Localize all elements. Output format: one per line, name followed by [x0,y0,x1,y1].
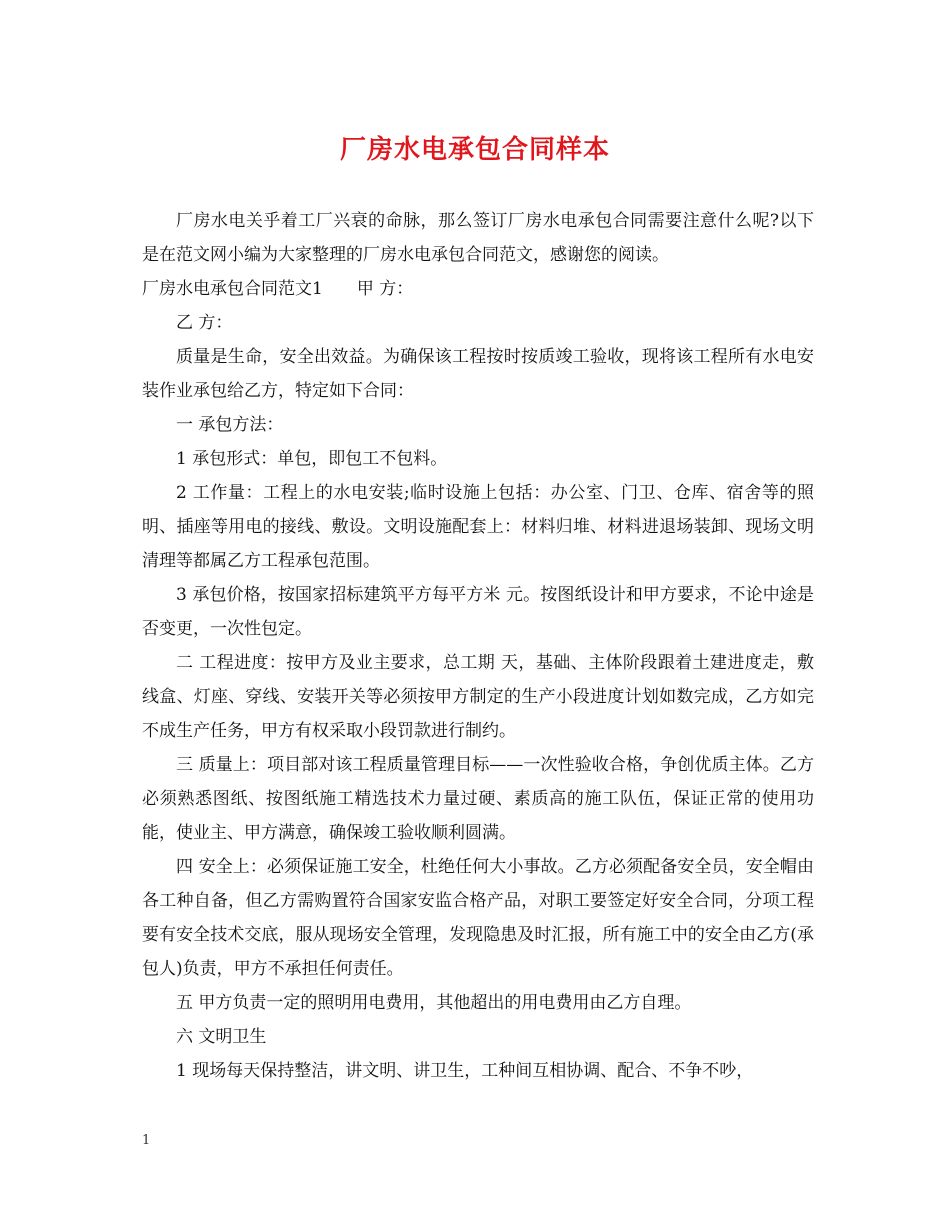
document-body [142,204,814,1088]
paragraph: 四 安全上：必须保证施工安全，杜绝任何大小事故。乙方必须配备安全员，安全帽由各工种自备，但乙方需购置符合国家安监合格产品，对职工要签定好安全合同，分项工程要有安全技术交底，服从现场安全管理，发现隐患及时汇报，所有施工中的安全由乙方(承包人)负责，甲方不承担任何责任。 [142,857,814,979]
paragraph: 乙 方： [176,313,233,333]
page-number: 1 [142,1133,151,1148]
paragraph: 2 工作量：工程上的水电安装;临时设施上包括：办公室、门卫、仓库、宿舍等的照明、插座等用电的接线、敷设。文明设施配套上：材料归堆、材料进退场装卸、现场文明清理等都属乙方工程承包范围。 [142,483,814,571]
paragraph: 厂房水电承包合同范文1 甲 方： [142,279,414,299]
paragraph: 六 文明卫生 [176,1027,267,1047]
paragraph: 1 现场每天保持整洁，讲文明、讲卫生，工种间互相协调、配合、不争不吵， [176,1061,754,1081]
paragraph: 五 甲方负责一定的照明用电费用，其他超出的用电费用由乙方自理。 [176,993,692,1013]
paragraph: 厂房水电关乎着工厂兴衰的命脉，那么签订厂房水电承包合同需要注意什么呢?以下是在范文网小编为大家整理的厂房水电承包合同范文，感谢您的阅读。 [142,211,814,265]
paragraph: 3 承包价格，按国家招标建筑平方每平方米 元。按图纸设计和甲方要求，不论中途是否变更，一次性包定。 [142,585,814,639]
paragraph: 三 质量上：项目部对该工程质量管理目标——一次性验收合格，争创优质主体。乙方必须熟悉图纸、按图纸施工精选技术力量过硬、素质高的施工队伍，保证正常的使用功能，使业主、甲方满意，确保竣工验收顺利圆满。 [142,755,814,843]
document-title: 厂房水电承包合同样本 [339,135,610,165]
paragraph: 二 工程进度：按甲方及业主要求，总工期 天，基础、主体阶段跟着土建进度走，敷线盒、灯座、穿线、安装开关等必须按甲方制定的生产小段进度计划如数完成，乙方如完不成生产任务，甲方有权采取小段罚款进行制约。 [142,653,814,741]
paragraph: 1 承包形式：单包，即包工不包料。 [176,449,448,469]
paragraph: 质量是生命，安全出效益。为确保该工程按时按质竣工验收，现将该工程所有水电安装作业承包给乙方，特定如下合同： [142,347,814,401]
paragraph: 一 承包方法： [176,415,284,435]
